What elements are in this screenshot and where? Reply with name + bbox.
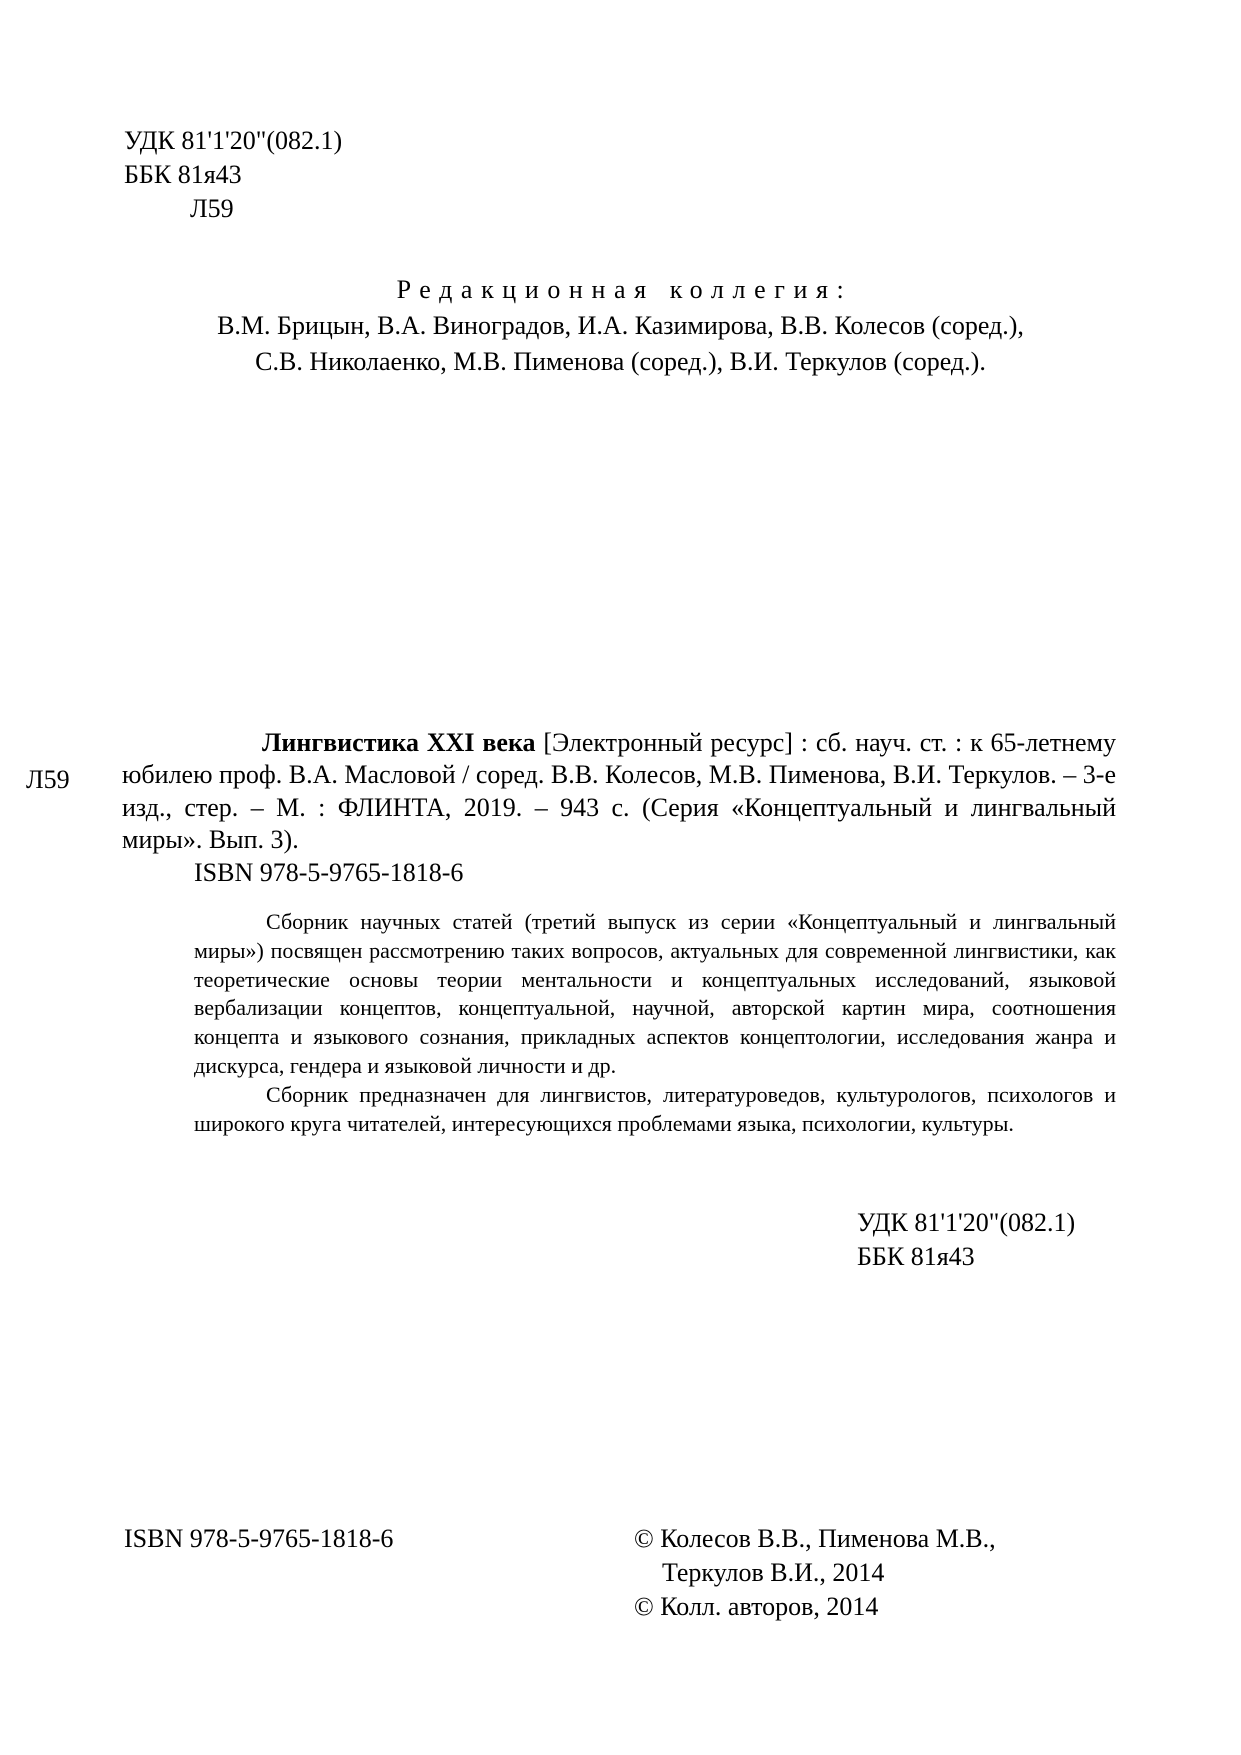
annotation-paragraph-2: Сборник предназначен для лингвистов, литературоведов, культурологов, психологов и широкого круга читателей, интересующихся проблемами языка, психологии, культуры. [194,1081,1116,1136]
udk-code: УДК 81'1'20"(082.1) [124,126,343,155]
book-description: [Электронный ресурс] : сб. науч. ст. : к 65-летнему юбилею проф. В.А. Масловой / соред. В.В. Колесов, М.В. Пименова, В.И. Теркулов. – 3-е изд., стер. – М. : ФЛИНТА, 2019. – 943 с. (Серия «Концептуальный и лингвальный миры». Вып. 3). [122,728,1116,855]
top-classification-block [124,124,342,226]
copyright-block [634,1522,996,1624]
entry-isbn: ISBN 978-5-9765-1818-6 [194,857,464,887]
copyright-line-2: Теркулов В.И., 2014 [662,1558,885,1587]
editorial-board-members-line-2: С.В. Николаенко, М.В. Пименова (соред.), В.И. Теркулов (соред.). [255,347,986,376]
bibliographic-description [122,727,1116,857]
editorial-board-members-line-1: В.М. Брицын, В.А. Виноградов, И.А. Казимирова, В.В. Колесов (соред.), [217,311,1024,340]
bibliographic-entry [122,727,1116,889]
annotation [194,908,1116,1138]
footer-isbn: ISBN 978-5-9765-1818-6 [124,1524,394,1553]
bbk-code: ББК 81я43 [124,160,242,189]
annotation-paragraph-1: Сборник научных статей (третий выпуск из серии «Концептуальный и лингвальный миры») посвящен рассмотрению таких вопросов, актуальных для современной лингвистики, как теоретические основы теории ментальности и концептуальных исследований, языковой вербализации концептов, концептуальной, научной, авторской картин мира, соотношения концепта и языкового сознания, прикладных аспектов концептологии, исследования жанра и дискурса, гендера и языковой личности и др. [194,909,1116,1078]
bottom-bbk-code: ББК 81я43 [857,1242,975,1271]
editorial-board [0,272,1241,380]
bottom-classification-block [857,1206,1075,1274]
bottom-udk-code: УДК 81'1'20"(082.1) [857,1208,1076,1237]
copyright-line-3: © Колл. авторов, 2014 [634,1592,879,1621]
editorial-board-heading: Редакционная коллегия: [396,275,853,304]
book-title: Лингвистика XXI века [262,728,536,757]
copyright-line-1: © Колесов В.В., Пименова М.В., [634,1524,996,1553]
author-mark-code: Л59 [190,194,234,223]
side-author-mark: Л59 [26,765,70,794]
